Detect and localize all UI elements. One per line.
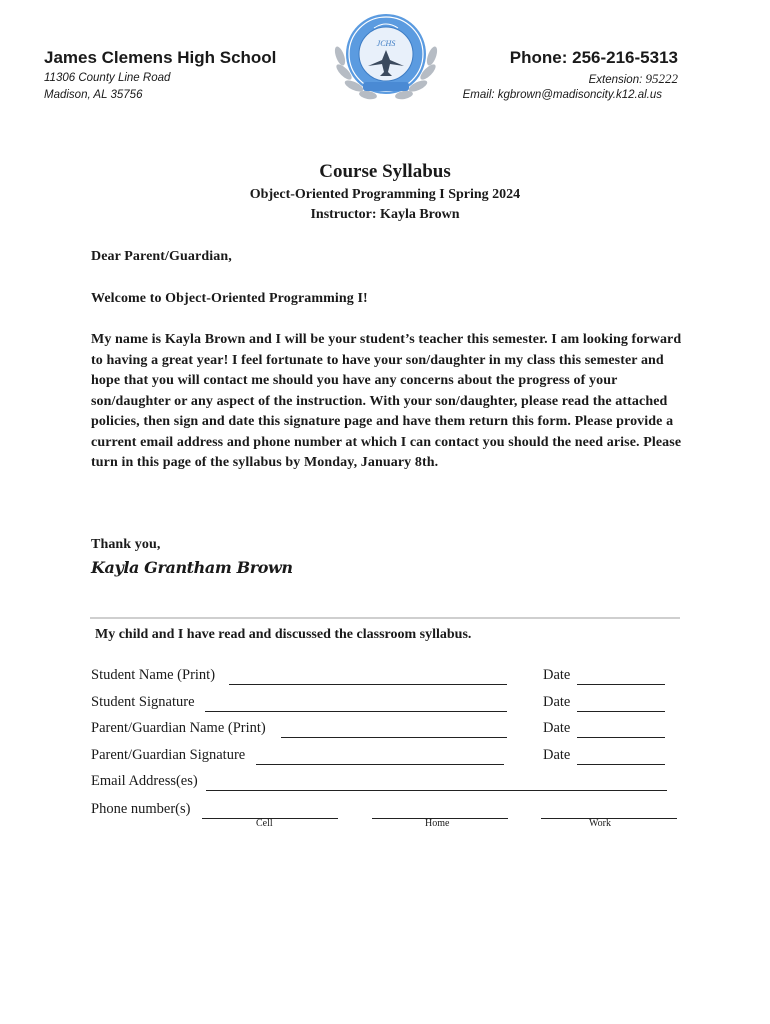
teacher-signature: Kayla Grantham Brown bbox=[91, 558, 293, 577]
letter-closing: Thank you, bbox=[91, 537, 161, 552]
address-city: Madison, AL 35756 bbox=[44, 89, 143, 101]
date-field-student-signature[interactable] bbox=[577, 711, 665, 712]
parent-signature-field[interactable] bbox=[256, 764, 504, 765]
parent-name-field[interactable] bbox=[281, 737, 507, 738]
letter-welcome: Welcome to Object-Oriented Programming I! bbox=[91, 291, 368, 306]
page-title: Course Syllabus bbox=[319, 161, 451, 182]
student-name-field[interactable] bbox=[229, 684, 507, 685]
acknowledgement-text: My child and I have read and discussed the classroom syllabus. bbox=[95, 627, 472, 642]
section-divider bbox=[90, 617, 680, 619]
extension-number: 95222 bbox=[645, 71, 678, 86]
letter-body: My name is Kayla Brown and I will be your student’s teacher this semester. I am looking forward to having a great year! I feel fortunate to have your son/daughter in my class this semester and hope that you will contact me should you have any concerns about the progress of your son/daughter or any aspect of the instruction. With your son/daughter, please read the attached policies, then sign and date this signature page and have them return this form. Please provide a current email address and phone number at which I can contact you should the need arise. Please turn in this page of the syllabus by Monday, January 8th. bbox=[91, 332, 682, 470]
date-label: Date bbox=[543, 694, 571, 710]
school-name: James Clemens High School bbox=[44, 48, 277, 67]
parent-signature-label: Parent/Guardian Signature bbox=[91, 747, 246, 763]
email-address[interactable]: Email: kgbrown@madisoncity.k12.al.us bbox=[462, 89, 662, 101]
phone-number: Phone: 256-216-5313 bbox=[509, 48, 678, 67]
letter-greeting: Dear Parent/Guardian, bbox=[91, 249, 232, 264]
extension-label: Extension: bbox=[588, 74, 643, 86]
email-field[interactable] bbox=[206, 790, 667, 791]
phone-home-label: Home bbox=[425, 818, 450, 829]
parent-name-label: Parent/Guardian Name (Print) bbox=[91, 720, 266, 736]
phone-cell-label: Cell bbox=[256, 818, 273, 829]
date-label: Date bbox=[543, 747, 571, 763]
phone-label: Phone number(s) bbox=[91, 801, 191, 817]
date-label: Date bbox=[543, 667, 571, 683]
date-field-parent-signature[interactable] bbox=[577, 764, 665, 765]
extension bbox=[589, 71, 678, 87]
student-name-label: Student Name (Print) bbox=[91, 667, 216, 683]
student-signature-field[interactable] bbox=[205, 711, 507, 712]
email-label: Email Address(es) bbox=[91, 773, 198, 789]
date-field-parent-name[interactable] bbox=[577, 737, 665, 738]
course-subtitle: Object-Oriented Programming I Spring 2024 bbox=[249, 187, 521, 202]
student-signature-label: Student Signature bbox=[91, 694, 195, 710]
phone-work-label: Work bbox=[589, 818, 611, 829]
school-logo-icon bbox=[330, 8, 442, 104]
address-street: 11306 County Line Road bbox=[44, 72, 171, 84]
date-field-student-name[interactable] bbox=[577, 684, 665, 685]
date-label: Date bbox=[543, 720, 571, 736]
svg-text:JCHS: JCHS bbox=[376, 39, 396, 48]
instructor-name: Instructor: Kayla Brown bbox=[310, 207, 460, 222]
